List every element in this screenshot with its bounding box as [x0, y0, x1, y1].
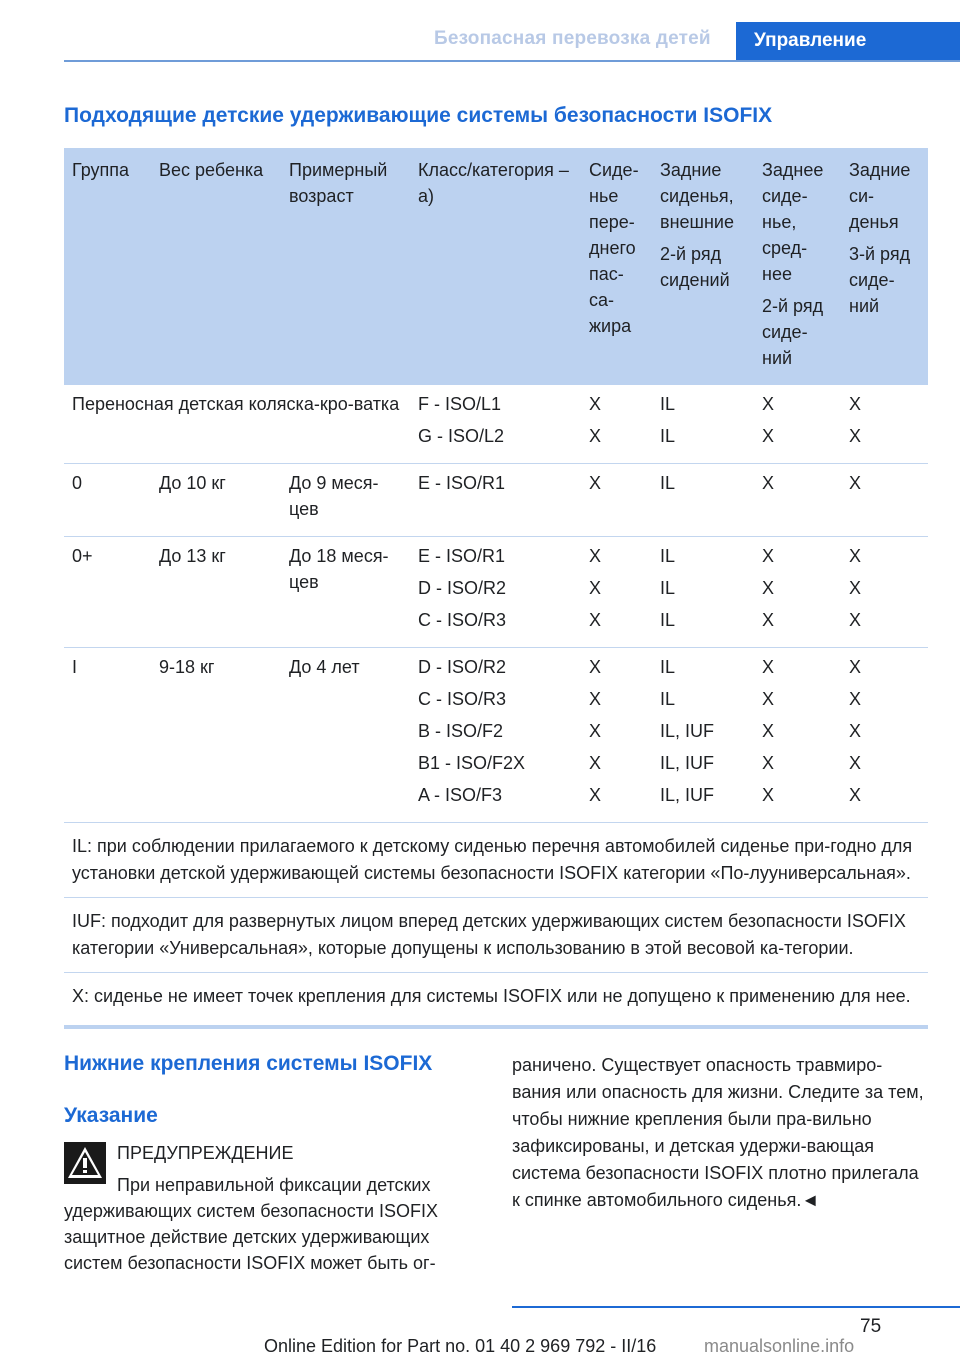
- cell-group: Переносная детская коляска-кро-ватка: [64, 385, 410, 464]
- cell-front: X X: [581, 385, 652, 464]
- table-note-row: [64, 973, 928, 1021]
- header-tab: Управление: [736, 22, 960, 62]
- page-number: 75: [860, 1316, 882, 1337]
- cell-front: X X X: [581, 537, 652, 648]
- cell-rear-middle: X X X: [754, 537, 841, 648]
- cell-rear-outer: IL IL IL, IUF IL, IUF IL, IUF: [652, 648, 754, 823]
- header-cell-rear-middle: Заднее сиде-нье, сред-нее 2-й ряд сиде-ний: [754, 148, 841, 385]
- cell-rear-outer: IL IL IL: [652, 537, 754, 648]
- cell-front: X X X X X: [581, 648, 652, 823]
- note-il: IL: при соблюдении прилагаемого к детскому сиденью перечня автомобилей сиденье при-годно для установки детской удерживающей системы безопасности ISOFIX категории «По-лууниверсальная».: [64, 823, 928, 898]
- cell-group: I: [64, 648, 151, 823]
- cell-rear-middle: X X: [754, 385, 841, 464]
- cell-weight: До 13 кг: [151, 537, 281, 648]
- cell-class: D - ISO/R2 C - ISO/R3 B - ISO/F2 B1 - ISO/F2X A - ISO/F3: [410, 648, 581, 823]
- warning-continuation: раничено. Существует опасность травмиро-вания или опасность для жизни. Следите за тем, чтобы нижние крепления были пра-вильно зафиксированы, и детская удержи-вающая система безопасности ISOFIX плотно прилегала к спинке автомобильного сиденья.◄: [512, 1055, 924, 1210]
- header-cell-third-row: Задние си-денья 3-й ряд сиде-ний: [841, 148, 928, 385]
- warning-text: При неправильной фиксации детских удерживающих систем безопасности ISOFIX защитное действие детских удерживающих систем безопасности ISOFIX может быть ог-: [64, 1175, 439, 1273]
- watermark: manualsonline.info: [704, 1336, 855, 1356]
- table-note-row: [64, 823, 928, 898]
- isofix-table: [64, 148, 928, 1020]
- cell-third-row: X X: [841, 385, 928, 464]
- table-note-row: [64, 898, 928, 973]
- page-title: Подходящие детские удерживающие системы безопасности ISOFIX: [64, 104, 773, 127]
- cell-group: 0: [64, 464, 151, 537]
- header-cell-front-seat: Сиде-нье пере-днего пас-са-жира: [581, 148, 652, 385]
- header-cell-group: Группа: [64, 148, 151, 385]
- note-iuf: IUF: подходит для развернутых лицом вперед детских удерживающих систем безопасности ISOFIX категории «Универсальная», которые допущены к использованию в этой весовой ка-тегории.: [64, 898, 928, 973]
- cell-rear-outer: IL IL: [652, 385, 754, 464]
- table-header-row: [64, 148, 928, 385]
- section-title: Нижние крепления системы ISOFIX: [64, 1052, 433, 1075]
- header-cell-age: Примерный возраст: [281, 148, 410, 385]
- table-row: [64, 385, 928, 464]
- section-subtitle: Указание: [64, 1104, 158, 1127]
- cell-third-row: X X X: [841, 537, 928, 648]
- header-cell-class: Класс/категория – a): [410, 148, 581, 385]
- header-cell-weight: Вес ребенка: [151, 148, 281, 385]
- cell-weight: 9-18 кг: [151, 648, 281, 823]
- cell-rear-outer: IL: [652, 464, 754, 537]
- edition-note: Online Edition for Part no. 01 40 2 969 792 - II/16: [264, 1336, 657, 1356]
- cell-group: 0+: [64, 537, 151, 648]
- table-end-rule: [64, 1025, 928, 1029]
- cell-class: E - ISO/R1: [410, 464, 581, 537]
- cell-class: E - ISO/R1 D - ISO/R2 C - ISO/R3: [410, 537, 581, 648]
- cell-weight: До 10 кг: [151, 464, 281, 537]
- cell-third-row: X: [841, 464, 928, 537]
- cell-age: До 9 меся-цев: [281, 464, 410, 537]
- header-rule: [64, 60, 960, 62]
- cell-class: F - ISO/L1 G - ISO/L2: [410, 385, 581, 464]
- cell-rear-middle: X: [754, 464, 841, 537]
- cell-rear-middle: X X X X X: [754, 648, 841, 823]
- cell-front: X: [581, 464, 652, 537]
- warning-label: ПРЕДУПРЕЖДЕНИЕ: [117, 1143, 294, 1163]
- table-row: [64, 537, 928, 648]
- cell-age: До 18 меся-цев: [281, 537, 410, 648]
- table-row: [64, 464, 928, 537]
- cell-third-row: X X X X X: [841, 648, 928, 823]
- footer-rule: [512, 1306, 960, 1308]
- header-section-title: Безопасная перевозка детей: [434, 28, 711, 49]
- note-x: X: сиденье не имеет точек крепления для системы ISOFIX или не допущено к применению для нее.: [72, 986, 911, 1006]
- header-cell-rear-outer: Задние сиденья, внешние 2-й ряд сидений: [652, 148, 754, 385]
- table-row: [64, 648, 928, 823]
- cell-age: До 4 лет: [281, 648, 410, 823]
